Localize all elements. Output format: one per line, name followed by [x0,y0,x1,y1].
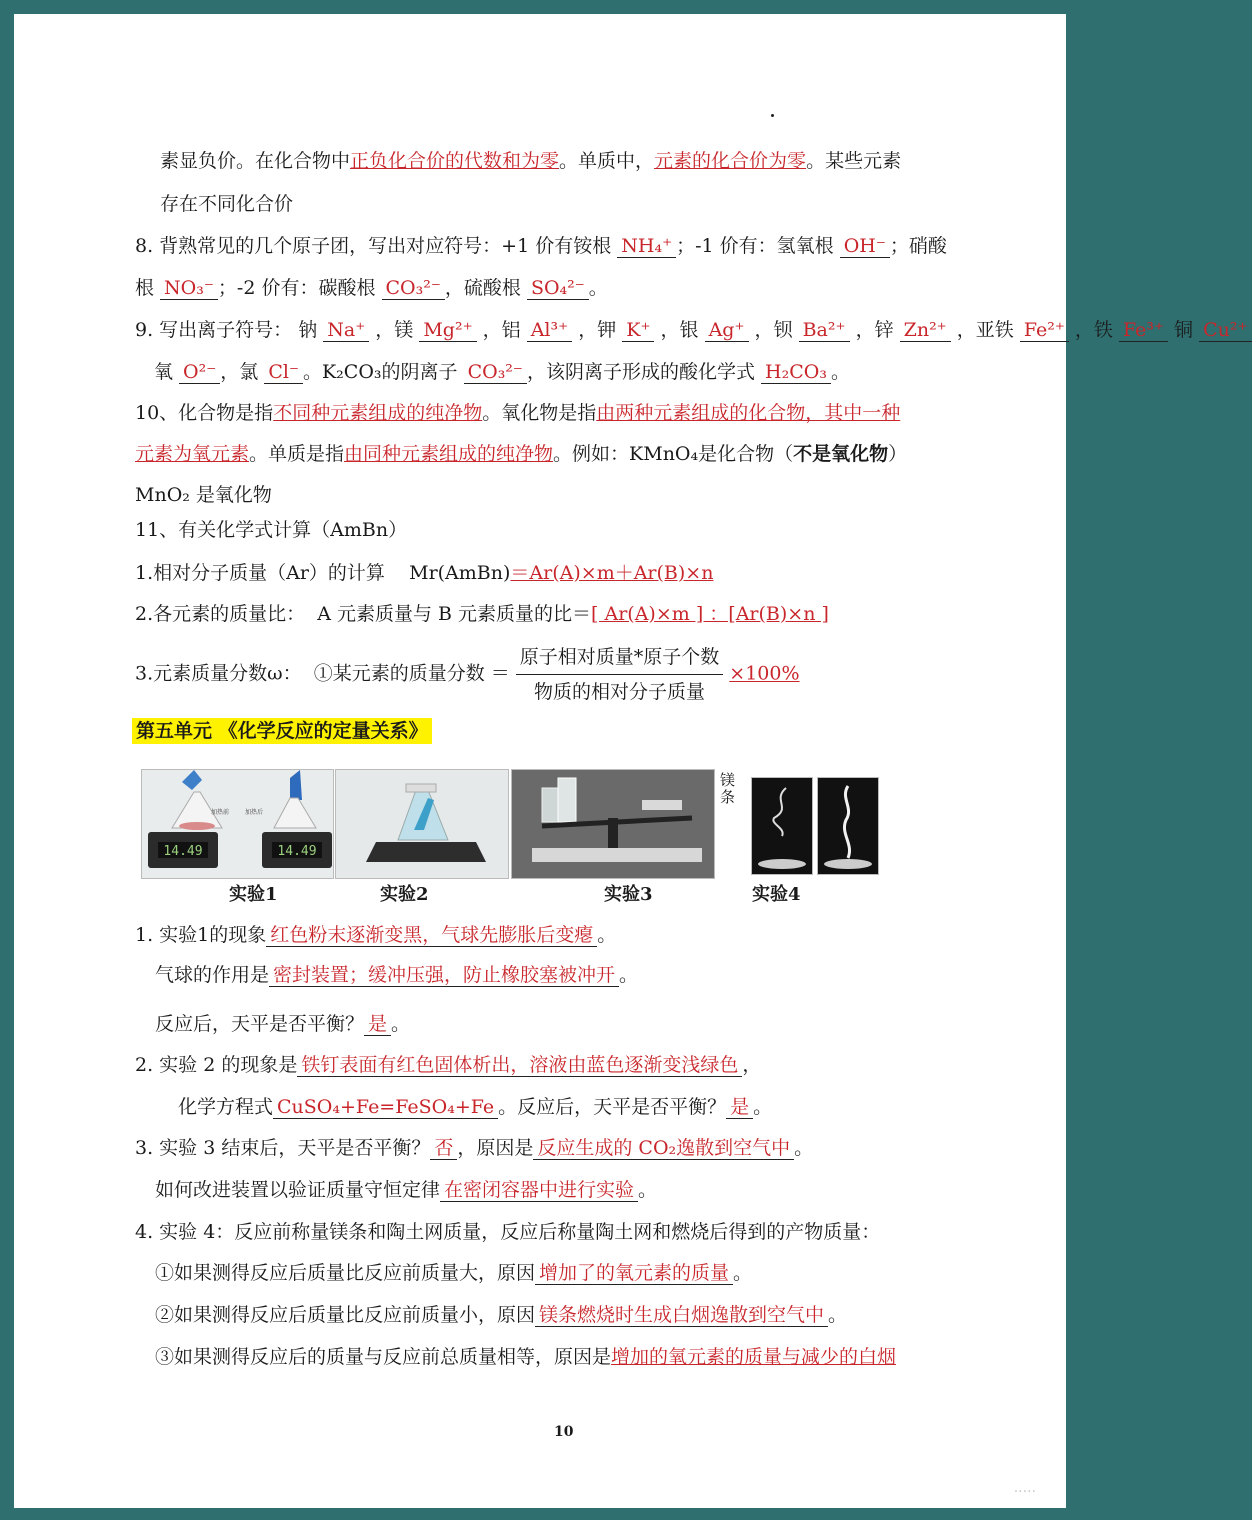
answer: 红色粉末逐渐变黑，气球先膨胀后变瘪 [266,924,597,947]
text: ；-1 价有：氢氧根 [676,235,840,257]
text: ，氯 [220,361,265,383]
answer: K⁺ [622,319,654,342]
answer: Cu²⁺ [1199,319,1251,342]
answer: CO₃²⁻ [464,361,527,384]
label-before-heating: 加热前 [210,809,230,816]
answer: 否 [430,1137,457,1160]
text: ） [888,443,908,465]
text: 根 [135,277,161,299]
answer: 增加了的氧元素的质量 [535,1262,733,1285]
text: 。单质中， [559,150,655,172]
page-number: 10 [554,1424,574,1440]
exp-question-2 [135,1052,761,1078]
exp-question-1c [155,1011,410,1037]
text: 反应后，天平是否平衡？ [155,1013,365,1035]
text: 3.元素质量分数ω： [135,662,302,685]
answer: 在密闭容器中进行实验 [440,1179,638,1202]
question-10-cont [135,441,907,467]
answer: CO₃²⁻ [382,277,445,300]
answer: SO₄²⁻ [527,277,589,300]
text: A 元素质量与 B 元素质量的比＝ [317,603,592,625]
text: 气球的作用是 [155,964,270,986]
text: 。 [828,1304,848,1326]
text: ，铝 [482,319,527,341]
text: ，铁 [1074,319,1119,341]
answer: Cl⁻ [264,361,303,384]
denominator: 物质的相对分子质量 [534,681,706,703]
exp-question-3b [155,1177,657,1203]
text: ，钾 [578,319,623,341]
text: ①某元素的质量分数 ＝ [313,662,510,685]
fraction [516,642,724,707]
answer: Mg²⁺ [419,319,476,342]
experiment-1-illustration [142,770,333,878]
answer: 是 [364,1013,391,1036]
exp-question-1b [155,962,638,988]
answer: CuSO₄+Fe=FeSO₄+Fe [273,1096,498,1119]
exp-question-2b [178,1094,772,1120]
experiment-2-photo [335,769,509,879]
answer: 镁条燃烧时生成白烟逸散到空气中 [535,1304,828,1327]
text: 10、化合物是指 [135,402,274,424]
question-10 [135,400,900,426]
numerator: 原子相对质量*原子个数 [516,642,724,675]
text: 1. 实验1的现象 [135,924,267,946]
text: ，该阴离子形成的酸化学式 [526,361,762,383]
text: 钠 [298,319,324,341]
answer: 由两种元素组成的化合物，其中一种 [596,402,901,424]
answer: Fe²⁺ [1020,319,1069,342]
exp-question-3 [135,1135,813,1161]
caption-experiment-1: 实验1 [229,884,278,905]
text: 铜 [1174,319,1200,341]
exp-question-4b [155,1302,847,1328]
text-line [160,148,901,174]
text: ，镁 [375,319,420,341]
text: 。 [391,1013,411,1035]
question-8-cont [135,275,608,301]
answer: Fe³⁺ [1119,319,1168,342]
answer: O²⁻ [179,361,220,384]
text: 。反应后，天平是否平衡？ [498,1096,727,1118]
answer: 铁钉表面有红色固体析出，溶液由蓝色逐渐变浅绿色 [297,1054,742,1077]
experiment-2-illustration [336,770,508,878]
text: 。K₂CO₃的阴离子 [302,361,464,383]
answer: ×100% [729,662,800,685]
text: 。 [588,277,608,299]
text: 如何改进装置以验证质量守恒定律 [155,1179,441,1201]
answer: ＝Ar(A)×m＋Ar(B)×n [510,562,714,584]
experiment-4-photo-after [817,777,879,875]
text: ②如果测得反应后质量比反应前质量小，原因 [155,1304,536,1326]
text: 氧 [154,361,180,383]
question-11: 11、有关化学式计算（AmBn） [135,519,408,541]
text-line: 存在不同化合价 [160,193,294,215]
text: 。 [597,924,617,946]
answer: 增加的氧元素的质量与减少的白烟 [611,1346,897,1368]
text: 素显负价。在化合物中 [160,150,351,172]
text: ；-2 价有：碳酸根 [217,277,382,299]
unit-heading [132,718,432,744]
experiment-1-photo [141,769,334,879]
exp-question-4c [155,1344,896,1370]
text: 3. 实验 3 结束后，天平是否平衡？ [135,1137,431,1159]
answer: [ Ar(A)×m ] ：[Ar(B)×n ] [591,603,829,625]
text: 。例如：KMnO₄是化合物（ [553,443,794,465]
text: ③如果测得反应后的质量与反应前总质量相等，原因是 [155,1346,612,1368]
magnesium-strip-label: 镁条 [720,771,736,806]
text: 9. 写出离子符号： [135,319,293,341]
answer: 是 [726,1096,753,1119]
experiment-3-photo [511,769,715,879]
answer: Na⁺ [323,319,369,342]
calc-2 [135,601,829,627]
text: 2.各元素的质量比： [135,603,306,625]
exp-question-1 [135,922,616,948]
scale-reading-right: 14.49 [277,844,317,859]
text: 2. 实验 2 的现象是 [135,1054,298,1076]
answer: H₂CO₃ [761,361,831,384]
answer: OH⁻ [840,235,890,258]
text: 。 [638,1179,658,1201]
caption-experiment-3: 实验3 [604,884,653,905]
experiment-4-illustration-after [818,778,878,874]
label-after-heating: 加热后 [244,809,264,816]
watermark: ····· [1013,1484,1036,1500]
text: 。 [733,1262,753,1284]
answer: NH₄⁺ [617,235,676,258]
caption-experiment-4: 实验4 [752,884,801,905]
text: 。 [753,1096,773,1118]
text: 8. 背熟常见的几个原子团，写出对应符号：+1 价有铵根 [135,235,618,257]
text: 。 [794,1137,814,1159]
answer: 正负化合价的代数和为零 [350,150,560,172]
answer: 密封装置；缓冲压强，防止橡胶塞被冲开 [269,964,619,987]
answer: Ba²⁺ [799,319,850,342]
question-9 [135,317,1252,343]
calc-3 [135,642,800,707]
text: 。 [619,964,639,986]
text: ，硫酸根 [444,277,527,299]
exp-question-4a [155,1260,752,1286]
experiment-3-illustration [512,770,714,878]
answer: 元素的化合价为零 [654,150,807,172]
text: Mr(AmBn) [409,562,511,584]
scale-reading-left: 14.49 [163,844,203,859]
text: 化学方程式 [178,1096,274,1118]
text: 。单质是指 [249,443,345,465]
answer: NO₃⁻ [160,277,218,300]
text: ，银 [660,319,705,341]
question-9-cont [154,359,850,385]
stray-dot [771,114,774,117]
question-8 [135,233,947,259]
answer: Ag⁺ [705,319,749,342]
text: ，锌 [855,319,900,341]
bold-note: 不是氧化物 [793,443,889,465]
document-page [14,14,1248,1508]
text: ， [742,1054,762,1076]
text: ，亚铁 [956,319,1020,341]
answer: Al³⁺ [527,319,572,342]
text: 1.相对分子质量（Ar）的计算 [135,562,385,584]
answer: 反应生成的 CO₂逸散到空气中 [533,1137,794,1160]
text: ，钡 [754,319,799,341]
experiment-4-photo-before [751,777,813,875]
calc-1 [135,560,713,586]
answer: 由同种元素组成的纯净物 [344,443,554,465]
text: 。氧化物是指 [482,402,597,424]
caption-experiment-2: 实验2 [380,884,429,905]
text: ，原因是 [457,1137,534,1159]
unit-title: 第五单元 《化学反应的定量关系》 [132,718,432,744]
experiment-4-illustration-before [752,778,812,874]
answer: 不同种元素组成的纯净物 [273,402,483,424]
text: 。 [830,361,850,383]
text: ①如果测得反应后质量比反应前质量大，原因 [155,1262,536,1284]
exp-question-4: 4. 实验 4：反应前称量镁条和陶土网质量，反应后称量陶土网和燃烧后得到的产物质量： [135,1221,881,1243]
text: ；硝酸 [889,235,947,257]
answer: Zn²⁺ [900,319,951,342]
text-line: MnO₂ 是氧化物 [135,484,272,506]
text: 。某些元素 [806,150,902,172]
answer: 元素为氧元素 [135,443,250,465]
